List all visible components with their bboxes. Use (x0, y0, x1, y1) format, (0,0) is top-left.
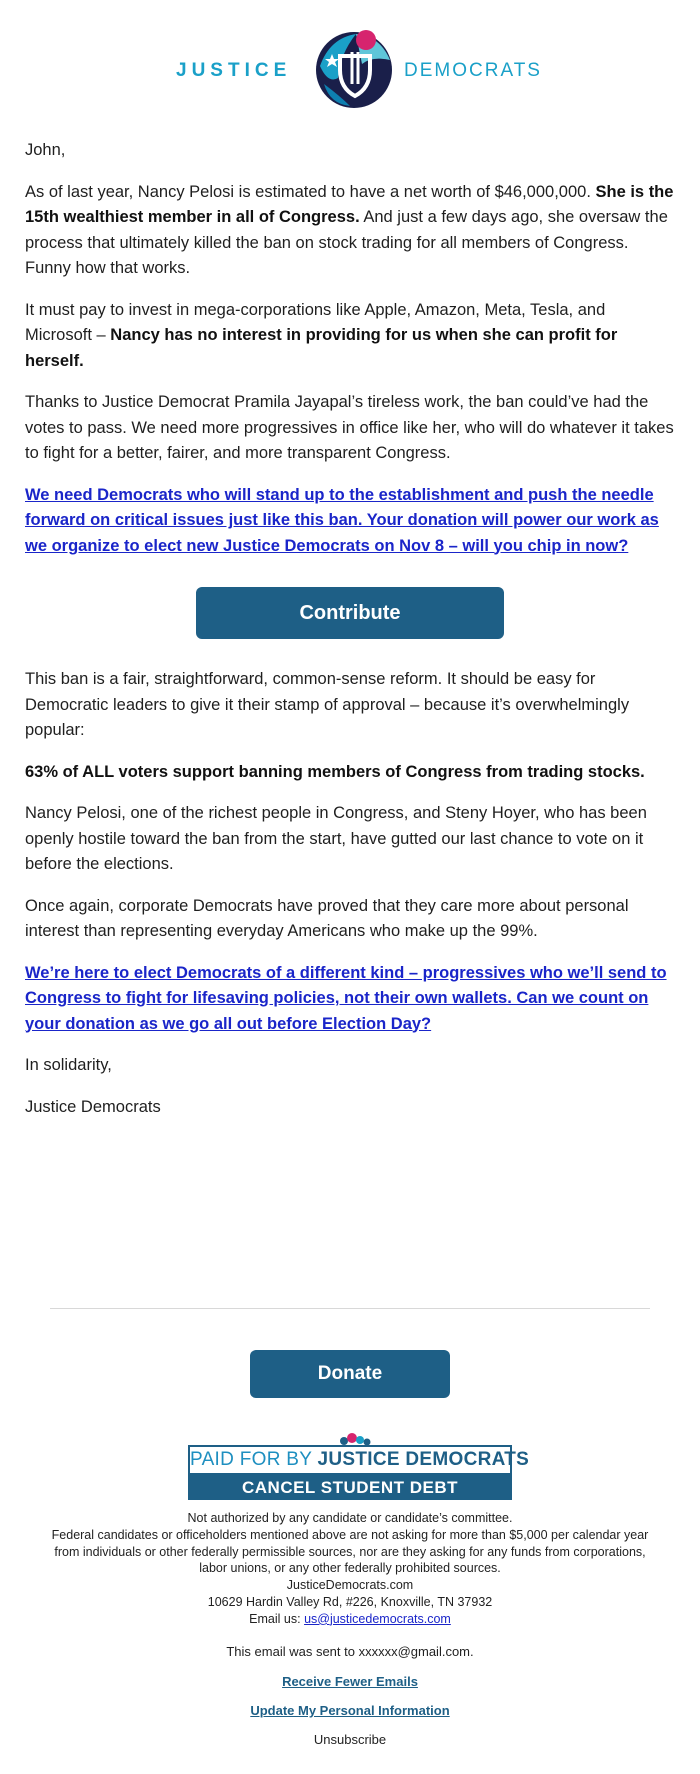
spacer (40, 1628, 660, 1644)
update-personal-info-link[interactable]: Update My Personal Information (250, 1703, 450, 1719)
cta-paragraph-1 (25, 483, 675, 560)
bold-text: She is the 15th wealthiest member in all of Congress. (25, 182, 674, 226)
paragraph-poll-stat: 63% of ALL voters support banning members of Congress from trading stocks. (25, 762, 645, 781)
paid-for-line (188, 1445, 530, 1475)
contribute-button[interactable]: Contribute (196, 587, 504, 639)
email-us-line (40, 1611, 660, 1628)
paragraph-net-worth (25, 180, 675, 282)
signature: Justice Democrats (25, 1097, 161, 1116)
paragraph-corporate-democrats: Once again, corporate Democrats have proved that they care more about personal interest than representing everyday Americans who make up the 99%. (25, 896, 629, 940)
paragraph-text: And just a few days ago, she oversaw the process that ultimately killed the ban on stock trading for all members of Congress. Funny how that works. (25, 208, 668, 277)
donate-link-chip-in[interactable]: We need Democrats who will stand up to the establishment and push the needle forward on critical issues just like this ban. Your donation will power our work as we organize to elect new Justice Democrats on Nov 8 – will you chip in now? (25, 485, 659, 555)
header (0, 26, 700, 110)
paragraph-ban-reform: This ban is a fair, straightforward, common-sense reform. It should be easy for Democratic leaders to give it their stamp of approval – because it’s overwhelmingly popular: (25, 670, 630, 739)
email-us-label: Email us: (249, 1611, 305, 1626)
paragraph-text: It must pay to invest in mega-corporations like Apple, Amazon, Meta, Tesla, and Microsoft – (25, 300, 606, 344)
sent-to-line: This email was sent to xxxxxx@gmail.com. (226, 1643, 474, 1659)
cta-paragraph-2 (25, 961, 675, 1038)
closing: In solidarity, (25, 1056, 112, 1074)
paragraph-text: As of last year, Nancy Pelosi is estimated to have a net worth of $46,000,000. (25, 182, 596, 201)
footer (40, 1510, 660, 1749)
mailing-address: 10629 Hardin Valley Rd, #226, Knoxville, TN 37932 (207, 1594, 493, 1609)
email-us-link[interactable]: us@justicedemocrats.com (304, 1611, 451, 1626)
paragraph-mega-corporations (25, 298, 675, 375)
paid-for-prefix: PAID FOR BY (190, 1449, 318, 1470)
logo-text-democrats: DEMOCRATS (404, 60, 542, 81)
paragraph-jayapal: Thanks to Justice Democrat Pramila Jayapal’s tireless work, the ban could’ve had the votes to pass. We need more progressives in office like her, who will do whatever it takes to fight for a better, fairer, and more transparent Congress. (25, 393, 674, 462)
donate-link-count-on[interactable]: We’re here to elect Democrats of a different kind – progressives who we’ll send to Congress to fight for lifesaving policies, not their own wallets. Can we count on your donation as we go all out before Election Day? (25, 963, 667, 1033)
receive-fewer-emails-link[interactable]: Receive Fewer Emails (282, 1674, 418, 1690)
cancel-student-debt-banner: CANCEL STUDENT DEBT (188, 1475, 512, 1500)
flowers-icon (338, 1432, 372, 1446)
logo-text-justice: JUSTICE (176, 60, 292, 81)
paid-for-org: JUSTICE DEMOCRATS (317, 1449, 530, 1470)
unsubscribe-link[interactable]: Unsubscribe (313, 1731, 387, 1747)
paragraph-pelosi-hoyer: Nancy Pelosi, one of the richest people in Congress, and Steny Hoyer, who has been openly hostile toward the ban from the start, have gutted our last chance to vote on it before the elections. (25, 804, 647, 873)
website-text: JusticeDemocrats.com (286, 1578, 414, 1593)
disclaimer-not-authorized: Not authorized by any candidate or candidate’s committee. (187, 1511, 513, 1525)
greeting: John, (25, 141, 66, 159)
paid-for-badge (188, 1434, 530, 1500)
disclaimer-federal-candidates: Federal candidates or officeholders mentioned above are not asking for more than $5,000 per calendar year from individuals or other federally permissible sources, nor are they asking for any funds from corporations, labor unions, or any other federally prohibited sources. (51, 1527, 649, 1576)
bold-text: Nancy has no interest in providing for us when she can profit for herself. (25, 326, 618, 370)
justice-democrats-logo-icon (310, 26, 398, 110)
donate-button[interactable]: Donate (250, 1350, 450, 1398)
divider (50, 1308, 650, 1309)
